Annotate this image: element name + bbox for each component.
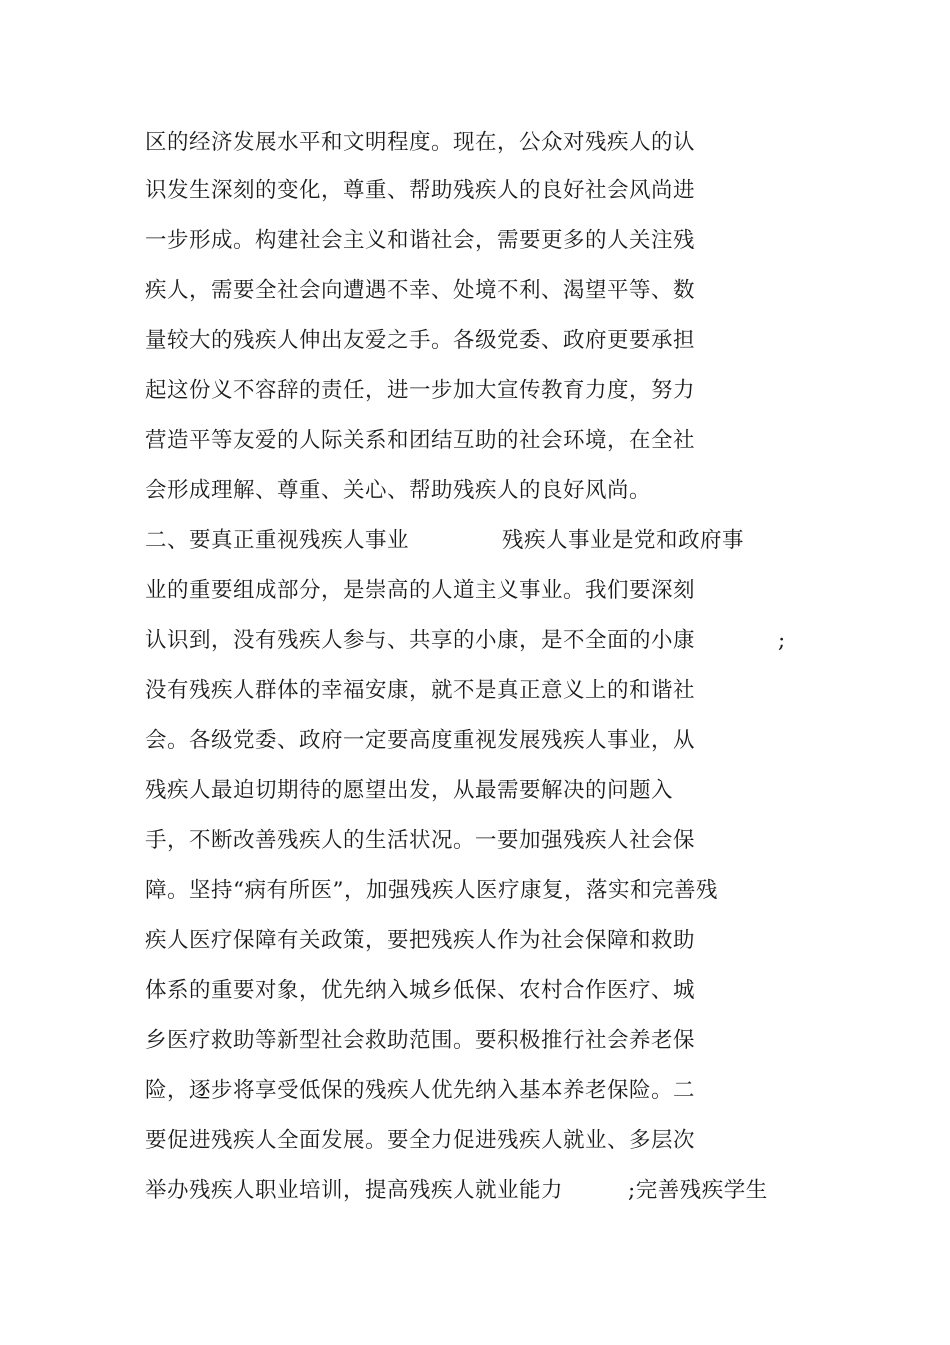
text-line: 障。坚持“病有所医”，加强残疾人医疗康复，落实和完善残 [145, 878, 718, 903]
text-line: 手，不断改善残疾人的生活状况。一要加强残疾人社会保 [145, 828, 696, 853]
text-line: 要促进残疾人全面发展。要全力促进残疾人就业、多层次 [145, 1128, 696, 1153]
text-line: 乡医疗救助等新型社会救助范围。要积极推行社会养老保 [145, 1028, 696, 1053]
section-heading: 二、要真正重视残疾人事业 [145, 528, 410, 553]
text-line: 营造平等友爱的人际关系和团结互助的社会环境，在全社 [145, 428, 696, 453]
text-line: 没有残疾人群体的幸福安康，就不是真正意义上的和谐社 [145, 678, 696, 703]
text-line: 会。各级党委、政府一定要高度重视发展残疾人事业，从 [145, 728, 696, 753]
text-line: 举办残疾人职业培训，提高残疾人就业能力 [145, 1178, 564, 1203]
text-line: 疾人医疗保障有关政策，要把残疾人作为社会保障和救助 [145, 928, 696, 953]
text-line-tail: ;完善残疾学生 [628, 1178, 768, 1203]
text-line: 区的经济发展水平和文明程度。现在，公众对残疾人的认 [145, 130, 696, 155]
text-line: 一步形成。构建社会主义和谐社会，需要更多的人关注残 [145, 228, 696, 253]
text-line: 残疾人事业是党和政府事 [502, 528, 745, 553]
text-line: 量较大的残疾人伸出友爱之手。各级党委、政府更要承担 [145, 328, 696, 353]
text-line: 会形成理解、尊重、关心、帮助残疾人的良好风尚。 [145, 478, 652, 503]
text-line: 险，逐步将享受低保的残疾人优先纳入基本养老保险。二 [145, 1078, 696, 1103]
text-line: 起这份义不容辞的责任，进一步加大宣传教育力度，努力 [145, 378, 696, 403]
text-line: 疾人，需要全社会向遭遇不幸、处境不利、渴望平等、数 [145, 278, 696, 303]
text-line: 业的重要组成部分，是崇高的人道主义事业。我们要深刻 [145, 578, 696, 603]
text-line: 残疾人最迫切期待的愿望出发，从最需要解决的问题入 [145, 778, 674, 803]
text-line-tail: ; [778, 628, 786, 653]
text-line: 认识到，没有残疾人参与、共享的小康，是不全面的小康 [145, 628, 696, 653]
text-line: 体系的重要对象，优先纳入城乡低保、农村合作医疗、城 [145, 978, 696, 1003]
text-line: 识发生深刻的变化，尊重、帮助残疾人的良好社会风尚进 [145, 178, 696, 203]
